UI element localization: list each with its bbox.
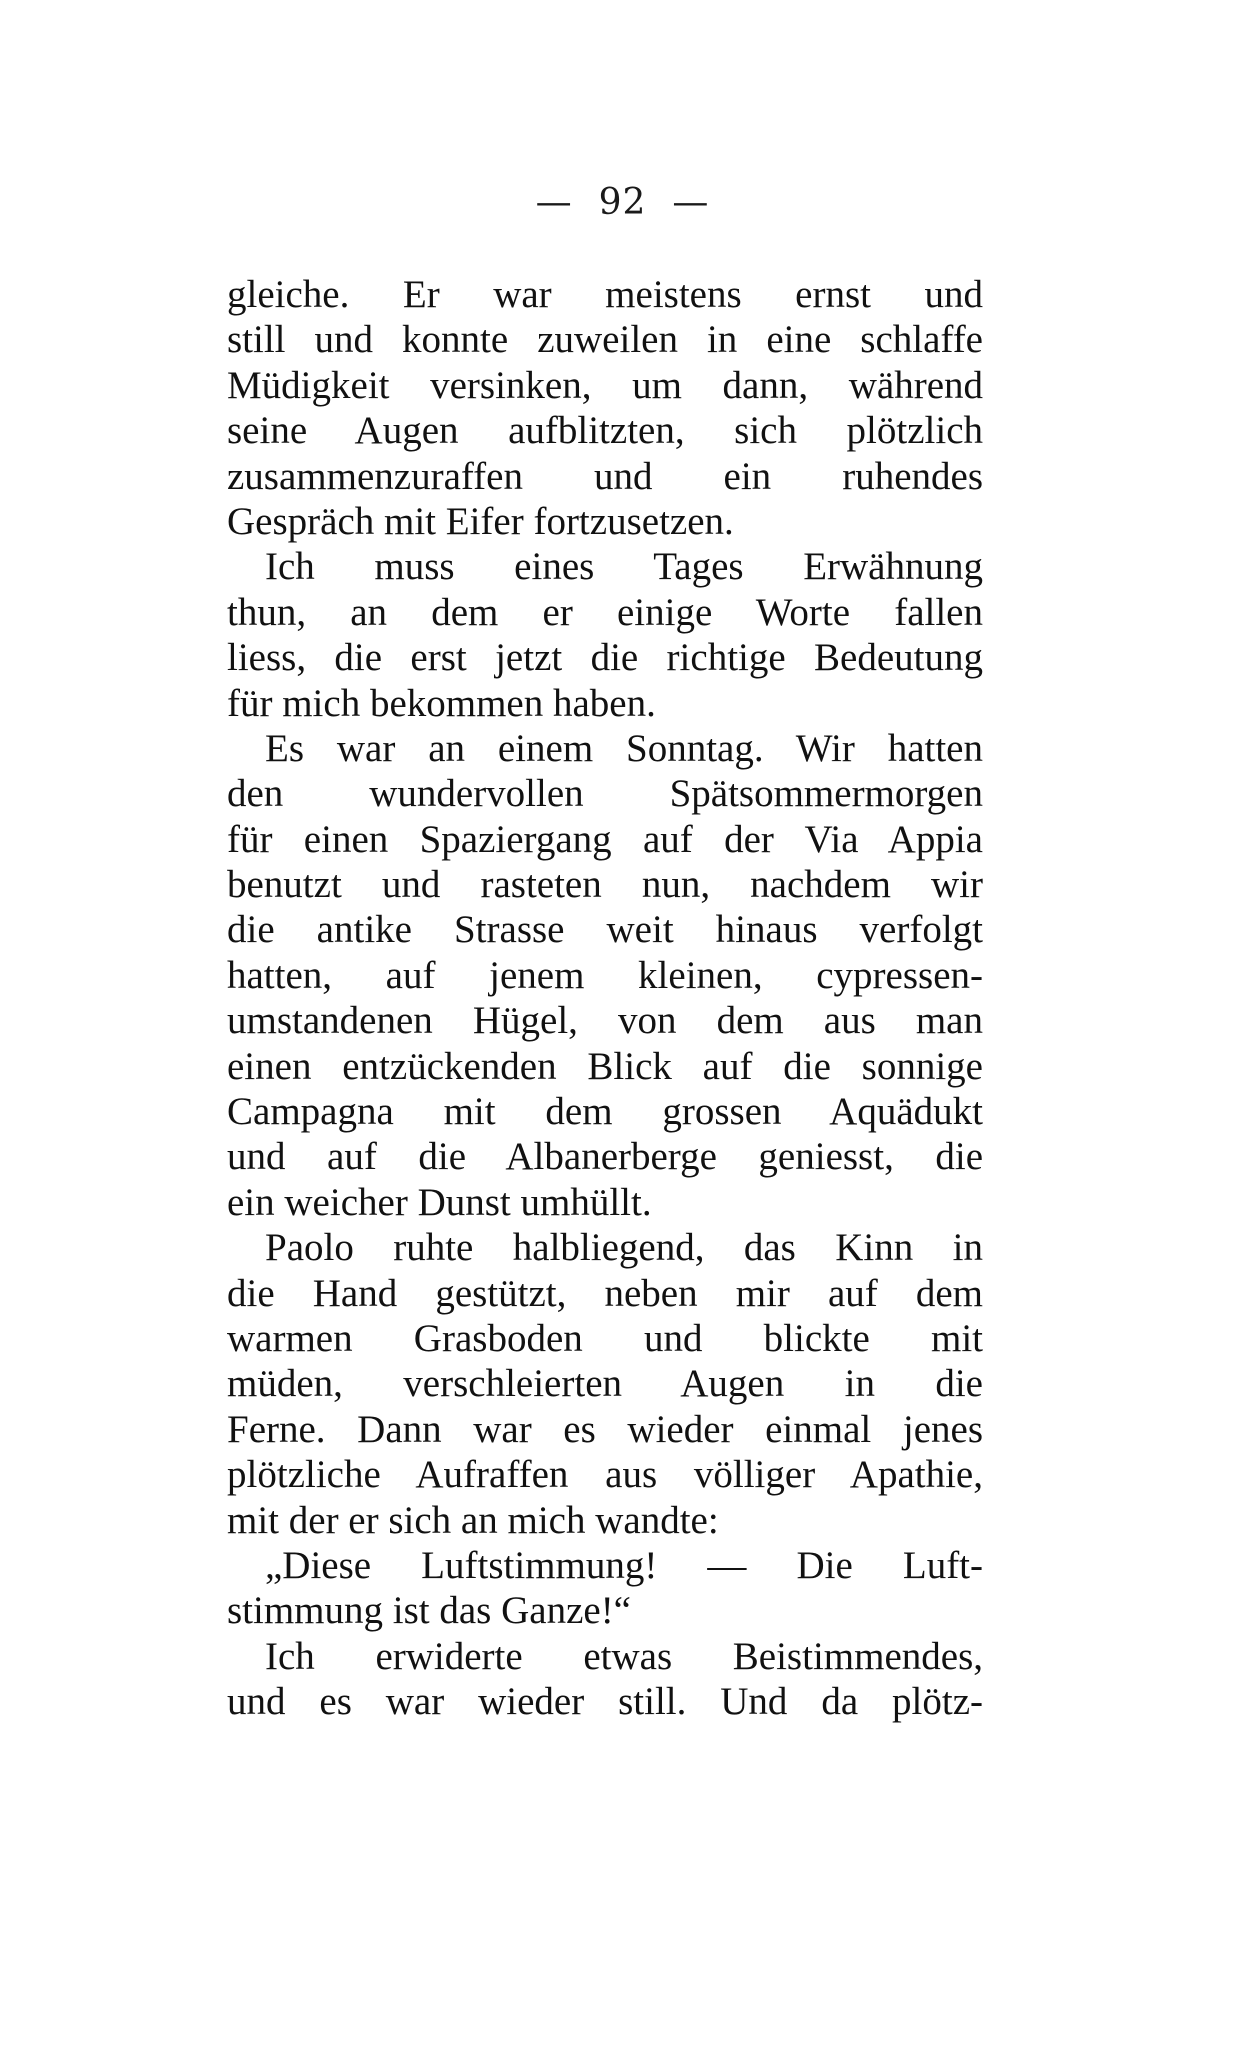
text-line: Es war an einem Sonntag. Wir hatten <box>265 726 983 770</box>
text-line: umstandenen Hügel, von dem aus man <box>227 999 983 1043</box>
text-line: Campagna mit dem grossen Aquädukt <box>227 1090 983 1134</box>
text-line: einen entzückenden Blick auf die sonnige <box>227 1044 983 1088</box>
text-line: Paolo ruhte halbliegend, das Kinn in <box>265 1226 983 1270</box>
text-line: „Diese Luftstimmung! — Die Luft- <box>265 1543 983 1587</box>
text-line: hatten, auf jenem kleinen, cypressen- <box>227 953 983 997</box>
text-line: Ich erwiderte etwas Beistimmendes, <box>265 1634 983 1678</box>
text-line: den wundervollen Spätsommermorgen <box>227 772 983 816</box>
text-line: benutzt und rasteten nun, nachdem wir <box>227 863 983 907</box>
text-line: Ferne. Dann war es wieder einmal jenes <box>227 1407 983 1451</box>
text-line: und es war wieder still. Und da plötz- <box>227 1680 983 1724</box>
text-line: gleiche. Er war meistens ernst und <box>227 273 983 316</box>
text-line: mit der er sich an mich wandte: <box>227 1498 719 1542</box>
header-dash-right: — <box>672 182 710 223</box>
text-line: ein weicher Dunst umhüllt. <box>227 1180 652 1224</box>
text-line: für einen Spaziergang auf der Via Appia <box>227 817 983 861</box>
text-line: Gespräch mit Eifer fortzusetzen. <box>227 499 734 543</box>
text-line: plötzliche Aufraffen aus völliger Apathie, <box>227 1453 983 1497</box>
text-line: die Hand gestützt, neben mir auf dem <box>227 1271 983 1315</box>
page-header <box>0 182 1245 223</box>
text-line: für mich bekommen haben. <box>227 681 656 725</box>
text-line: müden, verschleierten Augen in die <box>227 1362 983 1406</box>
header-dash-left: — <box>535 182 573 223</box>
text-line: stimmung ist das Ganze!“ <box>227 1589 631 1633</box>
text-line: thun, an dem er einige Worte fallen <box>227 590 983 634</box>
text-line: liess, die erst jetzt die richtige Bedeutung <box>227 636 983 680</box>
text-line: seine Augen aufblitzten, sich plötzlich <box>227 409 983 453</box>
text-line: und auf die Albanerberge geniesst, die <box>227 1135 983 1179</box>
text-line: Ich muss eines Tages Erwähnung <box>265 545 983 589</box>
text-line: Müdigkeit versinken, um dann, während <box>227 363 983 407</box>
text-line: zusammenzuraffen und ein ruhendes <box>227 454 983 498</box>
text-line: die antike Strasse weit hinaus verfolgt <box>227 908 983 952</box>
text-line: still und konnte zuweilen in eine schlaffe <box>227 318 983 362</box>
body-text <box>227 272 983 1725</box>
page-number: 92 <box>598 182 647 223</box>
text-line: warmen Grasboden und blickte mit <box>227 1316 983 1360</box>
